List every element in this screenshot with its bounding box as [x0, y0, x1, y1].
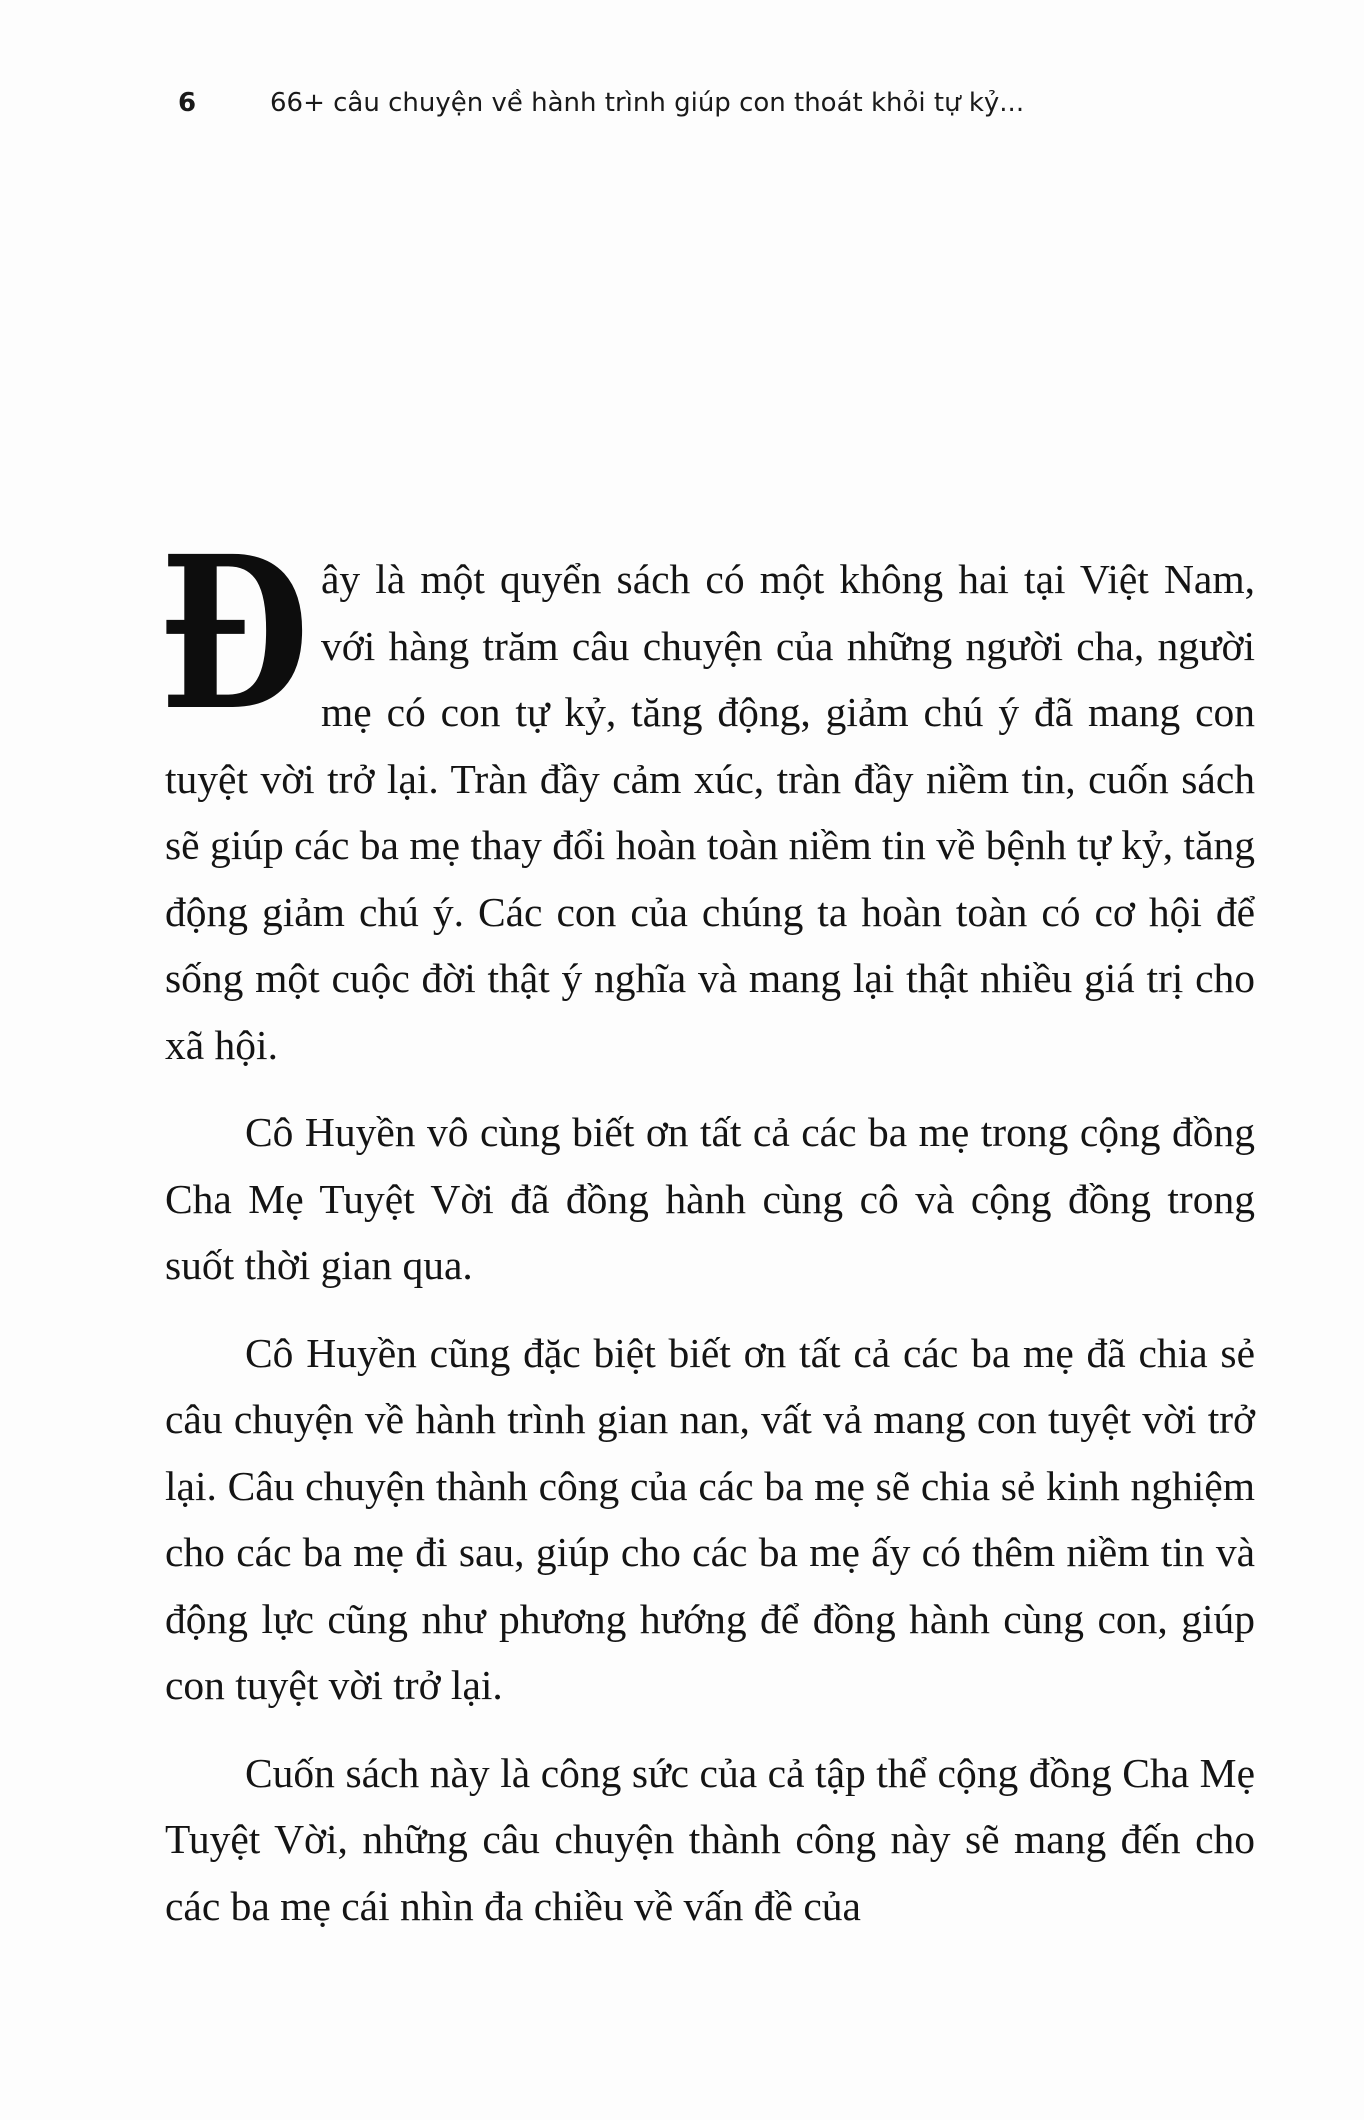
- paragraph-4: Cuốn sách này là công sức của cả tập thể cộng đồng Cha Mẹ Tuyệt Vời, những câu chuyện thành công này sẽ mang đến cho các ba mẹ cái nhìn đa chiều về vấn đề của: [165, 1749, 1255, 1929]
- page-number: 6: [178, 88, 197, 118]
- paragraph-2: Cô Huyền vô cùng biết ơn tất cả các ba mẹ trong cộng đồng Cha Mẹ Tuyệt Vời đã đồng hành cùng cô và cộng đồng trong suốt thời gian qua.: [165, 1109, 1255, 1288]
- body-text: [159, 510, 1255, 1960]
- running-header: [178, 88, 1178, 128]
- paragraph-1: [159, 510, 1255, 1078]
- header-title: 66+ câu chuyện về hành trình giúp con thoát khỏi tự kỷ...: [270, 88, 1025, 118]
- paragraph-3: Cô Huyền cũng đặc biệt biết ơn tất cả các ba mẹ đã chia sẻ câu chuyện về hành trình gian nan, vất vả mang con tuyệt vời trở lại. Câu chuyện thành công của các ba mẹ sẽ chia sẻ kinh nghiệm cho các ba mẹ đi sau, giúp cho các ba mẹ ấy có thêm niềm tin và động lực cũng như phương hướng để đồng hành cùng con, giúp con tuyệt vời trở lại.: [165, 1329, 1255, 1708]
- drop-cap: Đ: [159, 510, 310, 757]
- paragraph-1-text: ây là một quyển sách có một không hai tại Việt Nam, với hàng trăm câu chuyện của những người cha, người mẹ có con tự kỷ, tăng động, giảm chú ý đã mang con tuyệt vời trở lại. Tràn đầy cảm xúc, tràn đầy niềm tin, cuốn sách sẽ giúp các ba mẹ thay đổi hoàn toàn niềm tin về bệnh tự kỷ, tăng động giảm chú ý. Các con của chúng ta hoàn toàn có cơ hội để sống một cuộc đời thật ý nghĩa và mang lại thật nhiều giá trị cho xã hội.: [165, 556, 1255, 1068]
